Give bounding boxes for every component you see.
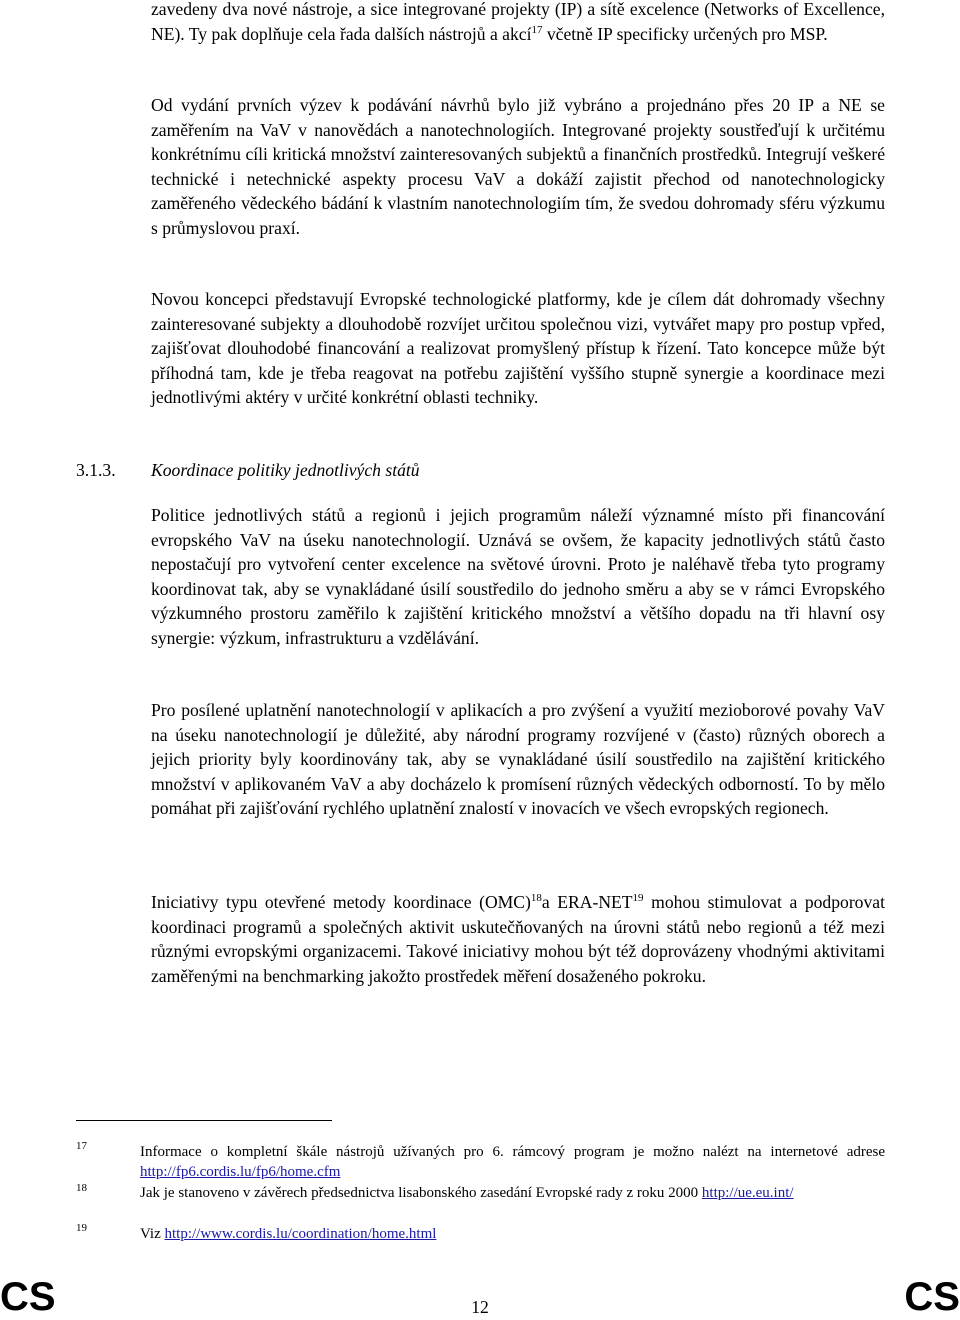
paragraph-text: mohou stimulovat a podporovat koordinaci programů a společných aktivit uskutečňovaných na úrovni států nebo regionů a též mezi různými evropskými organizacemi. Takové iniciativy mohou být též doprovázeny vhodnými aktivitami zaměřenými na benchmarking jakožto prostředek měření dosaženého pokroku. [151,892,885,986]
footnote-link[interactable]: http://www.cordis.lu/coordination/home.html [164,1226,437,1242]
footnote-ref-19[interactable]: 19 [632,892,644,905]
section-number: 3.1.3. [76,460,116,480]
paragraph-text: a ERA-NET [541,892,633,912]
footnote-link[interactable]: http://fp6.cordis.lu/fp6/home.cfm [140,1164,341,1180]
footnote-17 [140,1142,885,1182]
language-code-left: CS [0,1275,56,1319]
language-code-right: CS [904,1275,960,1319]
page-number: 12 [471,1297,489,1317]
footnote-19 [140,1224,885,1244]
paragraph-text: zavedeny dva nové nástroje, a sice integrované projekty (IP) a sítě excelence (Networks of Excellence, NE). Ty pak doplňuje cela řada dalších nástrojů a akcí [151,0,885,44]
paragraph-applications: Pro posílené uplatnění nanotechnologií v aplikacích a pro zvýšení a využití mezioborové povahy VaV na úseku nanotechnologií je důležité, aby národní programy rozvíjené v (často) různých oborech a jejich priority byly koordinovány tak, aby se vynakládané úsilí soustředilo na zajištění kritického množství v aplikovaném VaV a aby docházelo k promísení různých vědeckých odborností. To by mělo pomáhat při zajišťování rychlého uplatnění znalostí v inovacích ve všech evropských regionech. [151,700,885,818]
footnote-text: Informace o kompletní škále nástrojů užívaných pro 6. rámcový program je možno nalézt na internetové adrese [140,1144,885,1160]
footnote-number: 18 [76,1182,87,1194]
paragraph-text: Iniciativy typu otevřené metody koordinace (OMC) [151,892,531,912]
footnote-ref-17[interactable]: 17 [531,23,543,36]
footnote-number: 17 [76,1140,87,1152]
paragraph-omc-eranet [151,890,885,988]
footnote-divider [76,1120,332,1121]
paragraph-intro-continued [151,0,885,46]
footnote-number: 19 [76,1222,87,1234]
footnote-ref-18[interactable]: 18 [530,892,542,905]
footnote-text: Viz [140,1226,165,1242]
footnote-link[interactable]: http://ue.eu.int/ [701,1185,794,1201]
footnote-text: Jak je stanoveno v závěrech předsednictva lisabonského zasedání Evropské rady z roku 2000 [140,1185,702,1201]
footnote-18 [140,1183,885,1203]
paragraph-ip-ne: Od vydání prvních výzev k podávání návrhů bylo již vybráno a projednáno přes 20 IP a NE se zaměřením na VaV v nanovědách a nanotechnologiích. Integrované projekty soustřeďují k určitému konkrétnímu cíli kritická množství zainteresovaných subjektů a finančních prostředků. Integrují veškeré technické i netechnické aspekty procesu VaV a dokáží zajistit přechod od nanotechnologicky zaměřeného vědeckého bádání k vlastním nanotechnologiím tím, že svedou dohromady sféru výzkumu s průmyslovou praxí. [151,95,885,238]
paragraph-technology-platforms: Novou koncepci představují Evropské technologické platformy, kde je cílem dát dohromady všechny zainteresované subjekty a dlouhodobě rozvíjet určitou společnou vizi, vytvářet mapy pro postup vpřed, zajišťovat dlouhodobé financování a realizovat promyšlený přístup k řízení. Tato koncepce může být příhodná tam, kde je třeba reagovat na potřebu zajištění vyššího stupně synergie a koordinace mezi jednotlivými aktéry v určité konkrétní oblasti techniky. [151,289,885,407]
section-title: Koordinace politiky jednotlivých států [151,460,420,480]
paragraph-national-policy: Politice jednotlivých států a regionů i jejich programům náleží významné místo při financování evropského VaV na úseku nanotechnologií. Uznává se ovšem, že kapacity jednotlivých států často nepostačují pro vytvoření center excelence na světové úrovni. Proto je naléhavě třeba tyto programy koordinovat tak, aby se vynakládané úsilí soustředilo do jednoho směru a aby se v rámci Evropského výzkumného prostoru zaměřilo k zajištění kritického množství a většího dopadu na tři hlavní osy synergie: výzkum, infrastrukturu a vzdělávání. [151,505,885,648]
paragraph-text: včetně IP specificky určených pro MSP. [542,23,828,44]
